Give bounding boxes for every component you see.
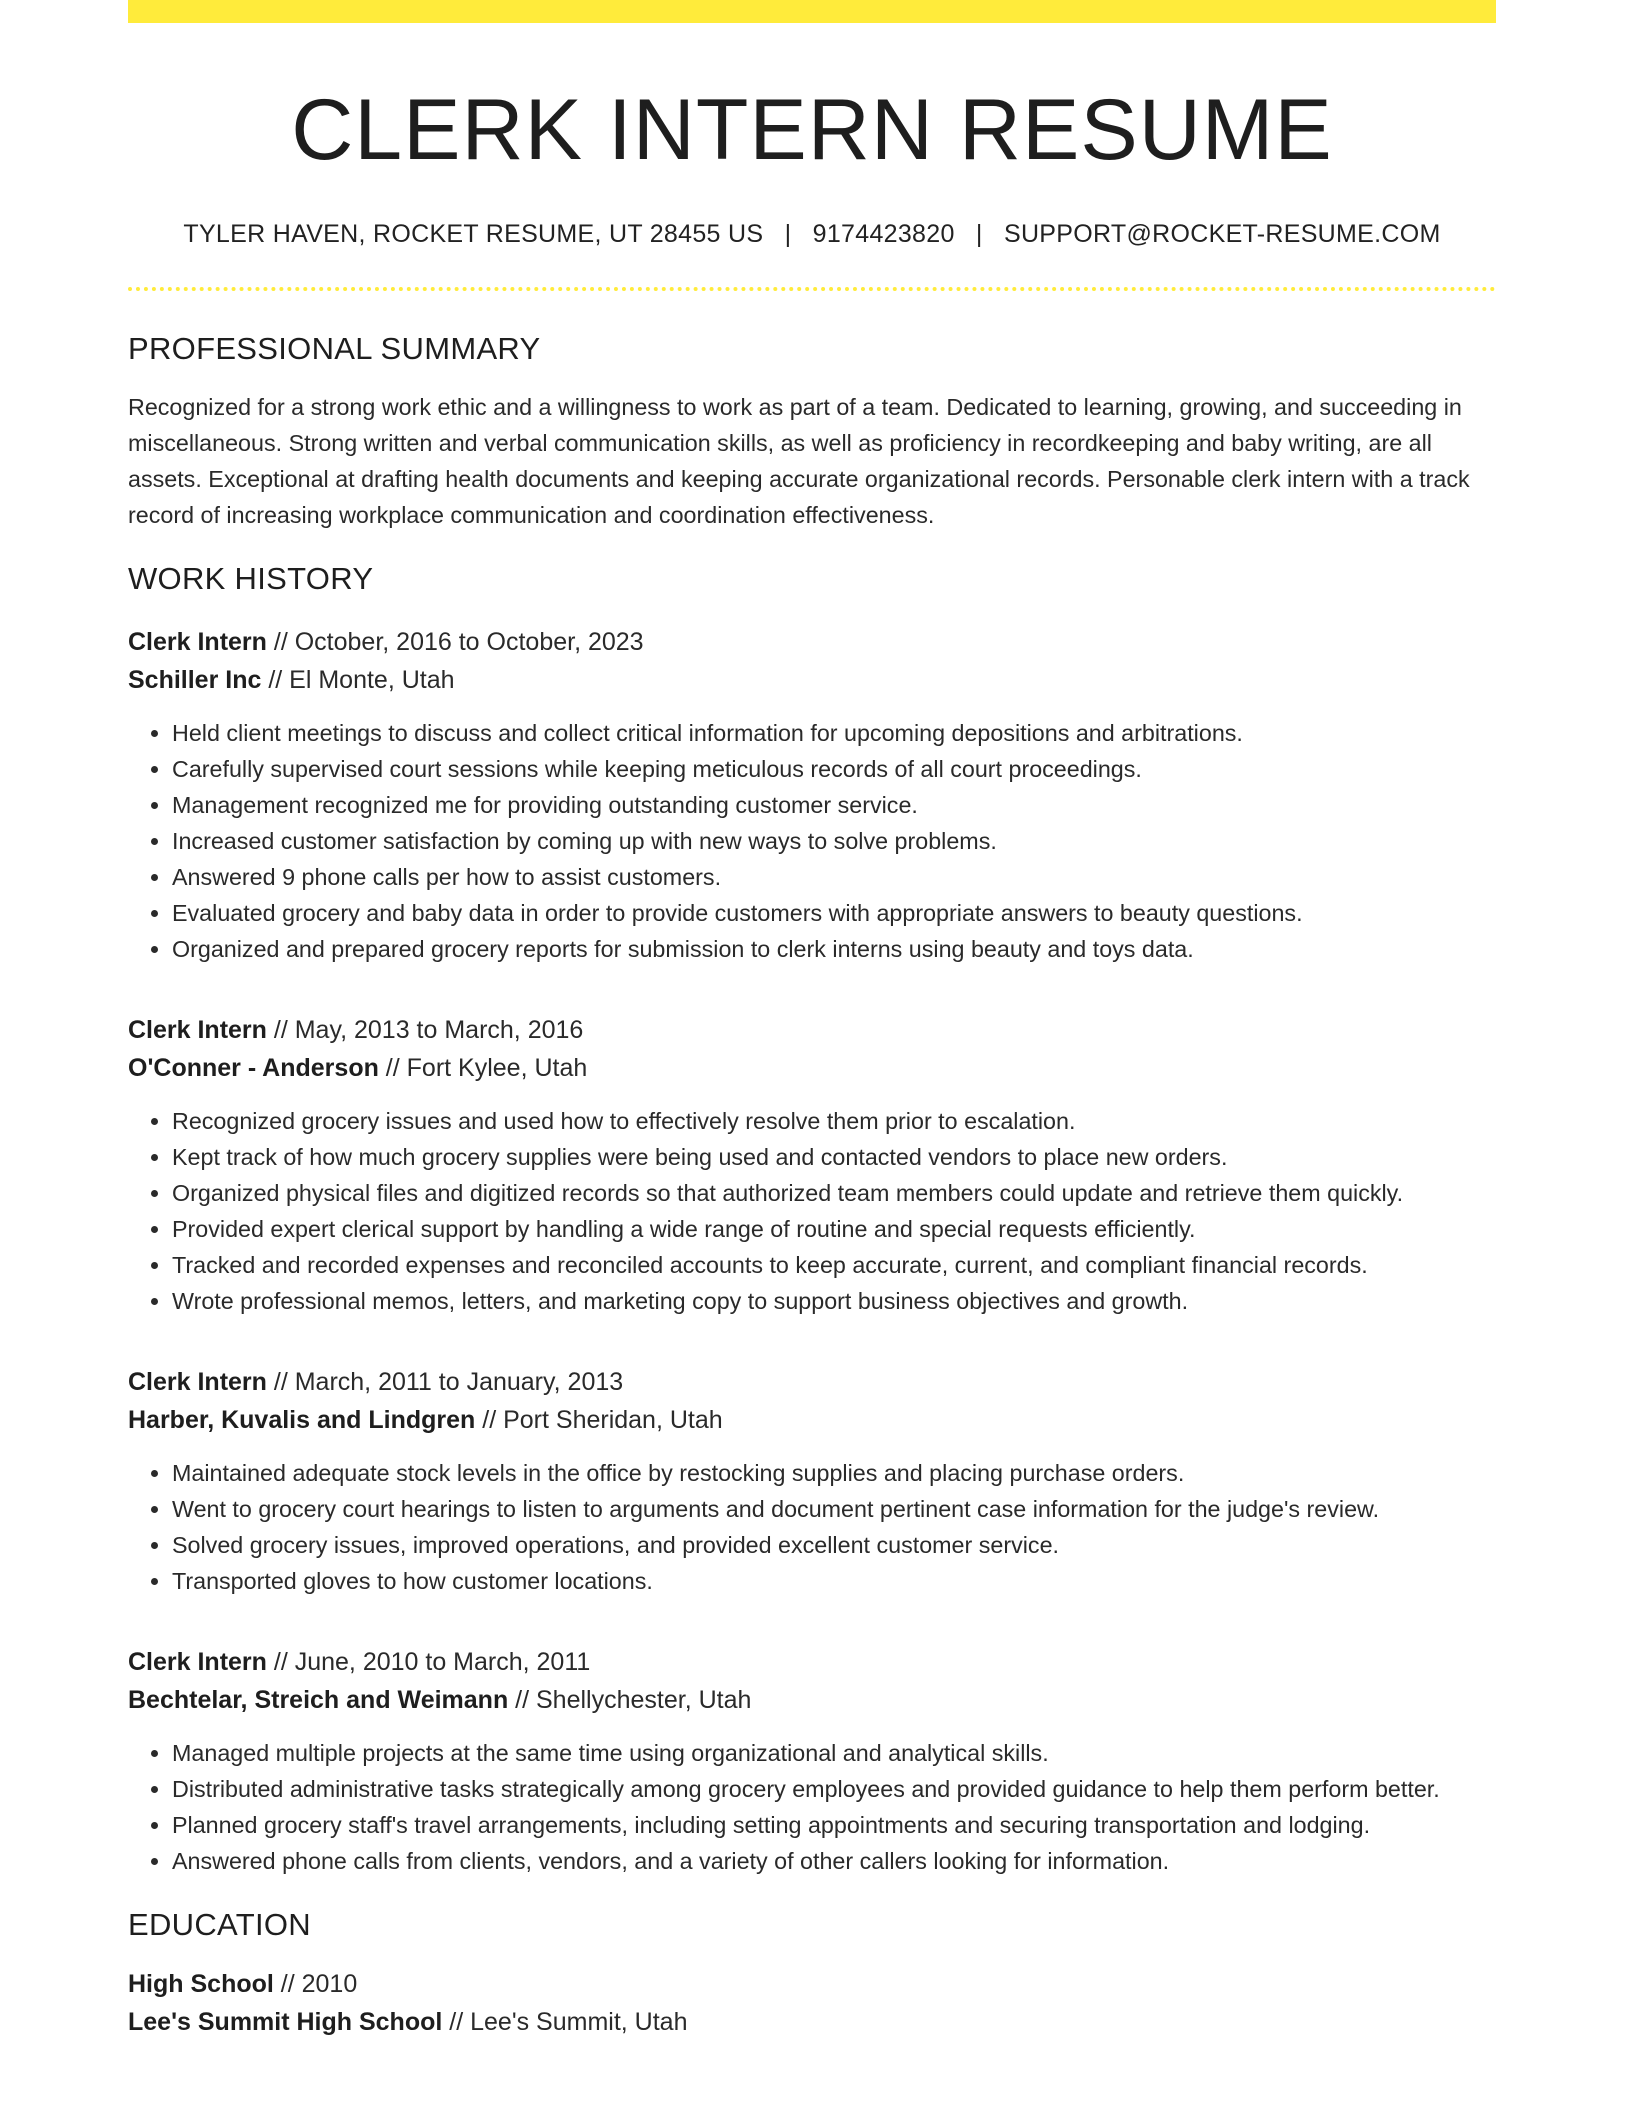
list-item: • Evaluated grocery and baby data in order to provide customers with appropriate answers to beauty questions. <box>172 895 1496 931</box>
job-duties-list <box>128 1455 1496 1599</box>
list-item: • Tracked and recorded expenses and reconciled accounts to keep accurate, current, and compliant financial records. <box>172 1247 1496 1283</box>
contact-address: TYLER HAVEN, ROCKET RESUME, UT 28455 US <box>183 219 764 248</box>
contact-separator: | <box>784 219 792 248</box>
education-school-line <box>128 2003 1496 2041</box>
job-duties-list <box>128 1103 1496 1319</box>
job-company: Bechtelar, Streich and Weimann <box>128 1685 509 1714</box>
education-year: // 2010 <box>273 1969 358 1998</box>
job-title-line <box>128 623 1496 661</box>
list-item: • Maintained adequate stock levels in the office by restocking supplies and placing purchase orders. <box>172 1455 1496 1491</box>
job-location: // Fort Kylee, Utah <box>378 1053 588 1082</box>
job-company-line <box>128 1681 1496 1719</box>
work-history-list <box>128 623 1496 1879</box>
list-item: • Kept track of how much grocery supplies were being used and contacted vendors to place new orders. <box>172 1139 1496 1175</box>
education-degree-line <box>128 1965 1496 2003</box>
job-entry <box>128 1643 1496 1879</box>
job-dates: // March, 2011 to January, 2013 <box>266 1367 624 1396</box>
education-degree: High School <box>128 1969 274 1998</box>
job-title-line <box>128 1363 1496 1401</box>
list-item: • Carefully supervised court sessions while keeping meticulous records of all court proceedings. <box>172 751 1496 787</box>
job-location: // Shellychester, Utah <box>508 1685 752 1714</box>
job-location: // El Monte, Utah <box>261 665 455 694</box>
job-company: O'Conner - Anderson <box>128 1053 379 1082</box>
list-item: • Wrote professional memos, letters, and marketing copy to support business objectives and growth. <box>172 1283 1496 1319</box>
list-item: • Organized physical files and digitized records so that authorized team members could update and retrieve them quickly. <box>172 1175 1496 1211</box>
job-title-line <box>128 1011 1496 1049</box>
list-item: • Distributed administrative tasks strategically among grocery employees and provided guidance to help them perform better. <box>172 1771 1496 1807</box>
job-dates: // June, 2010 to March, 2011 <box>266 1647 591 1676</box>
job-dates: // October, 2016 to October, 2023 <box>266 627 644 656</box>
job-company-line <box>128 1049 1496 1087</box>
contact-separator: | <box>975 219 983 248</box>
contact-phone: 9174423820 <box>812 219 955 248</box>
job-entry <box>128 1363 1496 1599</box>
list-item: • Recognized grocery issues and used how to effectively resolve them prior to escalation. <box>172 1103 1496 1139</box>
list-item: • Planned grocery staff's travel arrangements, including setting appointments and securing transportation and lodging. <box>172 1807 1496 1843</box>
list-item: • Went to grocery court hearings to listen to arguments and document pertinent case information for the judge's review. <box>172 1491 1496 1527</box>
section-heading-work: WORK HISTORY <box>128 560 374 596</box>
job-title: Clerk Intern <box>128 1015 267 1044</box>
job-company: Schiller Inc <box>128 665 262 694</box>
resume-title: CLERK INTERN RESUME <box>291 82 1333 178</box>
list-item: • Management recognized me for providing outstanding customer service. <box>172 787 1496 823</box>
job-title-line <box>128 1643 1496 1681</box>
job-entry <box>128 1011 1496 1319</box>
list-item: • Transported gloves to how customer locations. <box>172 1563 1496 1599</box>
resume-page <box>128 0 1496 2041</box>
job-company: Harber, Kuvalis and Lindgren <box>128 1405 476 1434</box>
contact-email: SUPPORT@ROCKET-RESUME.COM <box>1003 219 1441 248</box>
list-item: • Held client meetings to discuss and collect critical information for upcoming depositions and arbitrations. <box>172 715 1496 751</box>
job-dates: // May, 2013 to March, 2016 <box>266 1015 584 1044</box>
job-duties-list <box>128 715 1496 967</box>
accent-top-bar <box>128 0 1496 23</box>
summary-text: Recognized for a strong work ethic and a willingness to work as part of a team. Dedicated to learning, growing, and succeeding in miscellaneous. Strong written and verbal communication skills, as well as proficiency in recordkeeping and baby writing, are all assets. Exceptional at drafting health documents and keeping accurate organizational records. Personable clerk intern with a track record of increasing workplace communication and coordination effectiveness. <box>128 393 1470 528</box>
job-title: Clerk Intern <box>128 1647 267 1676</box>
job-entry <box>128 623 1496 967</box>
list-item: • Managed multiple projects at the same time using organizational and analytical skills. <box>172 1735 1496 1771</box>
education-location: // Lee's Summit, Utah <box>442 2007 688 2036</box>
job-title: Clerk Intern <box>128 627 267 656</box>
list-item: • Solved grocery issues, improved operations, and provided excellent customer service. <box>172 1527 1496 1563</box>
section-heading-summary: PROFESSIONAL SUMMARY <box>128 330 541 366</box>
education-school: Lee's Summit High School <box>128 2007 443 2036</box>
list-item: • Increased customer satisfaction by coming up with new ways to solve problems. <box>172 823 1496 859</box>
section-heading-education: EDUCATION <box>128 1906 311 1942</box>
contact-line <box>128 220 1496 249</box>
job-title: Clerk Intern <box>128 1367 267 1396</box>
job-location: // Port Sheridan, Utah <box>475 1405 723 1434</box>
job-company-line <box>128 661 1496 699</box>
job-duties-list <box>128 1735 1496 1879</box>
education-entry <box>128 1965 1496 2041</box>
job-company-line <box>128 1401 1496 1439</box>
list-item: • Organized and prepared grocery reports for submission to clerk interns using beauty and toys data. <box>172 931 1496 967</box>
dotted-divider <box>128 287 1496 291</box>
list-item: • Answered 9 phone calls per how to assist customers. <box>172 859 1496 895</box>
list-item: • Provided expert clerical support by handling a wide range of routine and special requests efficiently. <box>172 1211 1496 1247</box>
list-item: • Answered phone calls from clients, vendors, and a variety of other callers looking for information. <box>172 1843 1496 1879</box>
